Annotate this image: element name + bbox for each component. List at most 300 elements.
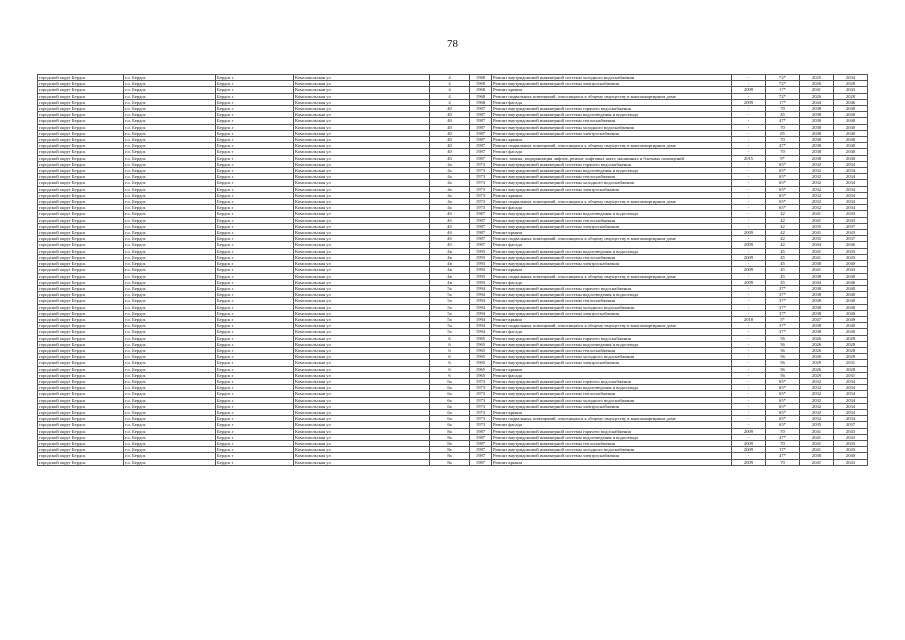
cell-wear: 65* [766,385,800,391]
cell-settlement: г.о. Бердск [124,403,216,409]
cell-settlement: г.о. Бердск [124,254,216,260]
cell-municipality: городской округ Бердск [38,168,124,174]
cell-wear: 70 [766,428,800,434]
cell-last-repair-year: 2018 [732,316,766,322]
cell-work-type: Ремонт внутридомовой инженерной системы горячего водоснабжения [492,335,732,341]
cell-build-year: 1987 [470,155,492,161]
cell-settlement: г.о. Бердск [124,335,216,341]
cell-plan-start: 2029 [800,360,834,366]
cell-last-repair-year: 2009 [732,428,766,434]
cell-settlement: г.о. Бердск [124,273,216,279]
cell-build-year: 1987 [470,118,492,124]
cell-street: Комсомольская ул [294,341,430,347]
cell-house-number: 40 [430,118,470,124]
cell-work-type: Ремонт внутридомовой инженерной системы электроснабжения [492,186,732,192]
cell-wear: 17* [766,87,800,93]
cell-municipality: городской округ Бердск [38,93,124,99]
cell-plan-end: 2043 [834,87,868,93]
cell-municipality: городской округ Бердск [38,341,124,347]
cell-street: Комсомольская ул [294,366,430,372]
cell-plan-start: 2047 [800,316,834,322]
cell-plan-end: 2043 [834,428,868,434]
cell-house-number: 40 [430,112,470,118]
cell-plan-end: 2040 [834,285,868,291]
cell-last-repair-year: - [732,397,766,403]
cell-plan-end: 2043 [834,459,868,465]
cell-work-type: Ремонт внутридомовой инженерной системы холодного водоснабжения [492,180,732,186]
cell-plan-end: 2046 [834,99,868,105]
cell-municipality: городской округ Бердск [38,422,124,428]
cell-settlement: г.о. Бердск [124,217,216,223]
cell-work-type: Ремонт крыши [492,230,732,236]
cell-work-type: Ремонт внутридомовой инженерной системы холодного водоснабжения [492,447,732,453]
cell-plan-start: 2038 [800,143,834,149]
cell-plan-end: 2049 [834,316,868,322]
cell-last-repair-year: - [732,217,766,223]
cell-street: Комсомольская ул [294,360,430,366]
cell-wear: 9* [766,155,800,161]
cell-last-repair-year: - [732,354,766,360]
cell-last-repair-year: - [732,292,766,298]
cell-last-repair-year: - [732,81,766,87]
cell-wear: 37* [766,292,800,298]
cell-plan-end: 2034 [834,180,868,186]
cell-plan-start: 2035 [800,236,834,242]
cell-municipality: городской округ Бердск [38,192,124,198]
cell-plan-start: 2029 [800,372,834,378]
cell-wear: 70 [766,440,800,446]
cell-plan-end: 2028 [834,341,868,347]
cell-municipality: городской округ Бердск [38,273,124,279]
cell-build-year: 1987 [470,217,492,223]
cell-municipality: городской округ Бердск [38,372,124,378]
cell-build-year: 1987 [470,124,492,130]
cell-build-year: 1965 [470,366,492,372]
cell-work-type: Ремонт фасада [492,99,732,105]
cell-plan-end: 2037 [834,236,868,242]
cell-last-repair-year: - [732,285,766,291]
cell-wear: 65* [766,205,800,211]
cell-plan-end: 2040 [834,112,868,118]
page-number: 78 [447,38,458,50]
cell-municipality: городской округ Бердск [38,279,124,285]
cell-last-repair-year: 2009 [732,440,766,446]
cell-locality: Бердск г [216,329,294,335]
cell-work-type: Ремонт фасада [492,279,732,285]
cell-locality: Бердск г [216,124,294,130]
cell-plan-start: 2038 [800,155,834,161]
cell-locality: Бердск г [216,366,294,372]
cell-house-number: 8а [430,428,470,434]
cell-build-year: 1993 [470,248,492,254]
cell-house-number: 4а [430,161,470,167]
cell-street: Комсомольская ул [294,335,430,341]
cell-locality: Бердск г [216,106,294,112]
cell-plan-start: 2026 [800,341,834,347]
cell-build-year: 1987 [470,434,492,440]
cell-plan-start: 2041 [800,440,834,446]
cell-plan-end: 2034 [834,186,868,192]
cell-last-repair-year: - [732,422,766,428]
cell-settlement: г.о. Бердск [124,292,216,298]
cell-last-repair-year: 2009 [732,99,766,105]
cell-work-type: Ремонт внутридомовой инженерной системы горячего водоснабжения [492,161,732,167]
cell-settlement: г.о. Бердск [124,205,216,211]
cell-wear: 56 [766,360,800,366]
cell-street: Комсомольская ул [294,310,430,316]
cell-settlement: г.о. Бердск [124,378,216,384]
cell-municipality: городской округ Бердск [38,155,124,161]
cell-plan-start: 2041 [800,434,834,440]
cell-plan-start: 2044 [800,99,834,105]
cell-street: Комсомольская ул [294,124,430,130]
cell-build-year: 1987 [470,230,492,236]
cell-street: Комсомольская ул [294,273,430,279]
cell-settlement: г.о. Бердск [124,366,216,372]
cell-house-number: 4а [430,168,470,174]
cell-locality: Бердск г [216,316,294,322]
cell-work-type: Ремонт фасада [492,329,732,335]
cell-plan-end: 2028 [834,335,868,341]
cell-build-year: 1987 [470,211,492,217]
cell-last-repair-year: - [732,112,766,118]
cell-street: Комсомольская ул [294,323,430,329]
cell-last-repair-year: 2009 [732,87,766,93]
cell-locality: Бердск г [216,428,294,434]
cell-house-number: 6а [430,397,470,403]
cell-build-year: 1973 [470,422,492,428]
cell-settlement: г.о. Бердск [124,124,216,130]
cell-locality: Бердск г [216,372,294,378]
cell-work-type: Ремонт фасада [492,205,732,211]
cell-settlement: г.о. Бердск [124,155,216,161]
cell-wear: 56 [766,347,800,353]
cell-last-repair-year: - [732,403,766,409]
cell-settlement: г.о. Бердск [124,174,216,180]
cell-wear: 37* [766,304,800,310]
cell-work-type: Ремонт, замена, модернизация лифтов, ремонт лифтовых шахт, машинных и блочных помещений [492,155,732,161]
cell-work-type: Ремонт внутридомовой инженерной системы горячего водоснабжения [492,285,732,291]
cell-work-type: Ремонт внутридомовой инженерной системы водоотведения и водоотвода [492,292,732,298]
cell-build-year: 1987 [470,112,492,118]
cell-wear: 17* [766,99,800,105]
cell-settlement: г.о. Бердск [124,192,216,198]
cell-plan-start: 2032 [800,205,834,211]
cell-settlement: г.о. Бердск [124,143,216,149]
cell-build-year: 1973 [470,397,492,403]
cell-work-type: Ремонт крыши [492,137,732,143]
cell-house-number: 8а [430,447,470,453]
cell-locality: Бердск г [216,242,294,248]
cell-municipality: городской округ Бердск [38,236,124,242]
cell-locality: Бердск г [216,453,294,459]
cell-house-number: 8а [430,459,470,465]
cell-street: Комсомольская ул [294,440,430,446]
cell-locality: Бердск г [216,261,294,267]
cell-locality: Бердск г [216,459,294,465]
cell-municipality: городской округ Бердск [38,230,124,236]
cell-work-type: Ремонт внутридомовой инженерной системы теплоснабжения [492,217,732,223]
cell-last-repair-year: - [732,453,766,459]
cell-plan-end: 2040 [834,453,868,459]
cell-settlement: г.о. Бердск [124,323,216,329]
cell-plan-start: 2041 [800,254,834,260]
cell-municipality: городской округ Бердск [38,428,124,434]
cell-build-year: 1968 [470,81,492,87]
cell-wear: 72* [766,81,800,87]
cell-build-year: 1993 [470,261,492,267]
cell-house-number: 4в [430,261,470,267]
cell-build-year: 1987 [470,149,492,155]
cell-plan-start: 2038 [800,106,834,112]
cell-work-type: Ремонт крыши [492,87,732,93]
cell-work-type: Ремонт внутридомовой инженерной системы водоотведения и водоотвода [492,211,732,217]
cell-locality: Бердск г [216,409,294,415]
cell-settlement: г.о. Бердск [124,434,216,440]
cell-wear: 70 [766,459,800,465]
cell-plan-end: 2043 [834,434,868,440]
cell-street: Комсомольская ул [294,149,430,155]
cell-wear: 65* [766,186,800,192]
cell-street: Комсомольская ул [294,137,430,143]
cell-work-type: Ремонт крыши [492,316,732,322]
cell-plan-start: 2026 [800,347,834,353]
cell-plan-start: 2032 [800,161,834,167]
cell-work-type: Ремонт фасада [492,422,732,428]
cell-work-type: Ремонт внутридомовой инженерной системы электроснабжения [492,261,732,267]
cell-street: Комсомольская ул [294,242,430,248]
cell-plan-end: 2028 [834,93,868,99]
cell-last-repair-year: - [732,161,766,167]
cell-build-year: 1973 [470,205,492,211]
cell-plan-end: 2040 [834,124,868,130]
cell-last-repair-year: 2009 [732,242,766,248]
cell-house-number: 6а [430,385,470,391]
cell-municipality: городской округ Бердск [38,267,124,273]
cell-settlement: г.о. Бердск [124,186,216,192]
cell-plan-start: 2041 [800,217,834,223]
cell-street: Комсомольская ул [294,180,430,186]
cell-plan-start: 2032 [800,174,834,180]
cell-house-number: 6а [430,378,470,384]
cell-locality: Бердск г [216,130,294,136]
cell-house-number: 5а [430,292,470,298]
cell-wear: 42 [766,217,800,223]
cell-plan-start: 2038 [800,310,834,316]
cell-locality: Бердск г [216,223,294,229]
cell-settlement: г.о. Бердск [124,385,216,391]
cell-last-repair-year: - [732,310,766,316]
cell-plan-end: 2040 [834,310,868,316]
cell-settlement: г.о. Бердск [124,310,216,316]
cell-municipality: городской округ Бердск [38,378,124,384]
cell-municipality: городской округ Бердск [38,217,124,223]
cell-street: Комсомольская ул [294,416,430,422]
cell-plan-end: 2037 [834,422,868,428]
cell-wear: 42 [766,223,800,229]
cell-house-number: 6 [430,354,470,360]
cell-locality: Бердск г [216,149,294,155]
cell-municipality: городской округ Бердск [38,397,124,403]
cell-plan-end: 2028 [834,354,868,360]
cell-wear: 56 [766,366,800,372]
cell-work-type: Ремонт подвальных помещений, относящихся к общему имуществу в многоквартирном доме [492,199,732,205]
cell-house-number: 4в [430,254,470,260]
cell-house-number: 6 [430,347,470,353]
cell-locality: Бердск г [216,335,294,341]
cell-work-type: Ремонт внутридомовой инженерной системы водоотведения и водоотвода [492,385,732,391]
cell-municipality: городской округ Бердск [38,323,124,329]
cell-build-year: 1993 [470,254,492,260]
cell-plan-start: 2038 [800,304,834,310]
cell-municipality: городской округ Бердск [38,143,124,149]
cell-last-repair-year: - [732,137,766,143]
cell-locality: Бердск г [216,205,294,211]
cell-work-type: Ремонт внутридомовой инженерной системы холодного водоснабжения [492,304,732,310]
cell-house-number: 5а [430,285,470,291]
cell-last-repair-year: - [732,261,766,267]
cell-street: Комсомольская ул [294,459,430,465]
cell-plan-end: 2037 [834,223,868,229]
cell-municipality: городской округ Бердск [38,403,124,409]
cell-house-number: 40 [430,124,470,130]
cell-locality: Бердск г [216,217,294,223]
cell-work-type: Ремонт подвальных помещений, относящихся к общему имуществу в многоквартирном доме [492,323,732,329]
cell-last-repair-year: 2009 [732,230,766,236]
cell-plan-end: 2034 [834,161,868,167]
cell-build-year: 1973 [470,180,492,186]
cell-build-year: 1994 [470,323,492,329]
cell-last-repair-year: - [732,143,766,149]
cell-locality: Бердск г [216,341,294,347]
cell-plan-start: 2038 [800,329,834,335]
cell-settlement: г.о. Бердск [124,180,216,186]
cell-work-type: Ремонт фасада [492,372,732,378]
cell-settlement: г.о. Бердск [124,285,216,291]
cell-plan-end: 2043 [834,267,868,273]
cell-house-number: 8а [430,453,470,459]
cell-settlement: г.о. Бердск [124,87,216,93]
cell-settlement: г.о. Бердск [124,372,216,378]
cell-build-year: 1973 [470,385,492,391]
cell-build-year: 1965 [470,335,492,341]
cell-settlement: г.о. Бердск [124,422,216,428]
cell-work-type: Ремонт внутридомовой инженерной системы электроснабжения [492,403,732,409]
cell-build-year: 1994 [470,316,492,322]
cell-work-type: Ремонт подвальных помещений, относящихся к общему имуществу в многоквартирном доме [492,416,732,422]
cell-house-number: 4б [430,230,470,236]
cell-locality: Бердск г [216,310,294,316]
cell-house-number: 8а [430,434,470,440]
cell-municipality: городской округ Бердск [38,87,124,93]
cell-house-number: 5а [430,298,470,304]
cell-municipality: городской округ Бердск [38,248,124,254]
cell-wear: 45 [766,112,800,118]
cell-build-year: 1973 [470,161,492,167]
cell-house-number: 40 [430,137,470,143]
cell-street: Комсомольская ул [294,292,430,298]
cell-municipality: городской округ Бердск [38,161,124,167]
cell-plan-start: 2044 [800,279,834,285]
cell-wear: 45 [766,267,800,273]
cell-street: Комсомольская ул [294,385,430,391]
cell-settlement: г.о. Бердск [124,329,216,335]
cell-municipality: городской округ Бердск [38,440,124,446]
cell-house-number: 4а [430,180,470,186]
cell-build-year: 1965 [470,354,492,360]
cell-work-type: Ремонт внутридомовой инженерной системы электроснабжения [492,310,732,316]
cell-build-year: 1994 [470,292,492,298]
cell-wear: 65* [766,397,800,403]
cell-municipality: городской округ Бердск [38,81,124,87]
cell-wear: 65* [766,161,800,167]
cell-street: Комсомольская ул [294,403,430,409]
cell-settlement: г.о. Бердск [124,199,216,205]
cell-settlement: г.о. Бердск [124,347,216,353]
cell-build-year: 1987 [470,106,492,112]
cell-street: Комсомольская ул [294,81,430,87]
cell-wear: 5* [766,316,800,322]
cell-settlement: г.о. Бердск [124,316,216,322]
cell-municipality: городской округ Бердск [38,254,124,260]
cell-locality: Бердск г [216,422,294,428]
cell-house-number: 4б [430,211,470,217]
cell-last-repair-year: - [732,205,766,211]
cell-work-type: Ремонт подвальных помещений, относящихся к общему имуществу в многоквартирном доме [492,236,732,242]
cell-work-type: Ремонт крыши [492,267,732,273]
cell-work-type: Ремонт подвальных помещений, относящихся к общему имуществу в многоквартирном доме [492,143,732,149]
cell-last-repair-year: - [732,372,766,378]
cell-last-repair-year: - [732,409,766,415]
cell-house-number: 5а [430,323,470,329]
cell-plan-end: 2043 [834,217,868,223]
cell-last-repair-year: - [732,75,766,81]
cell-wear: 42 [766,230,800,236]
cell-municipality: городской округ Бердск [38,347,124,353]
cell-house-number: 4 [430,99,470,105]
cell-wear: 42 [766,211,800,217]
cell-municipality: городской округ Бердск [38,354,124,360]
cell-plan-start: 2041 [800,87,834,93]
cell-last-repair-year: 2009 [732,254,766,260]
cell-plan-end: 2031 [834,360,868,366]
cell-settlement: г.о. Бердск [124,137,216,143]
cell-plan-start: 2038 [800,292,834,298]
cell-work-type: Ремонт внутридомовой инженерной системы теплоснабжения [492,254,732,260]
cell-locality: Бердск г [216,87,294,93]
cell-work-type: Ремонт внутридомовой инженерной системы водоотведения и водоотвода [492,248,732,254]
cell-house-number: 4б [430,217,470,223]
cell-settlement: г.о. Бердск [124,279,216,285]
cell-locality: Бердск г [216,378,294,384]
cell-street: Комсомольская ул [294,304,430,310]
cell-wear: 37* [766,298,800,304]
cell-work-type: Ремонт внутридомовой инженерной системы водоотведения и водоотвода [492,112,732,118]
cell-plan-start: 2026 [800,335,834,341]
cell-house-number: 40 [430,130,470,136]
cell-plan-start: 2038 [800,285,834,291]
cell-plan-start: 2044 [800,242,834,248]
cell-locality: Бердск г [216,99,294,105]
cell-build-year: 1994 [470,285,492,291]
cell-plan-start: 2032 [800,180,834,186]
cell-settlement: г.о. Бердск [124,341,216,347]
cell-last-repair-year: - [732,236,766,242]
cell-locality: Бердск г [216,143,294,149]
cell-street: Комсомольская ул [294,285,430,291]
cell-wear: 56 [766,354,800,360]
cell-municipality: городской округ Бердск [38,186,124,192]
